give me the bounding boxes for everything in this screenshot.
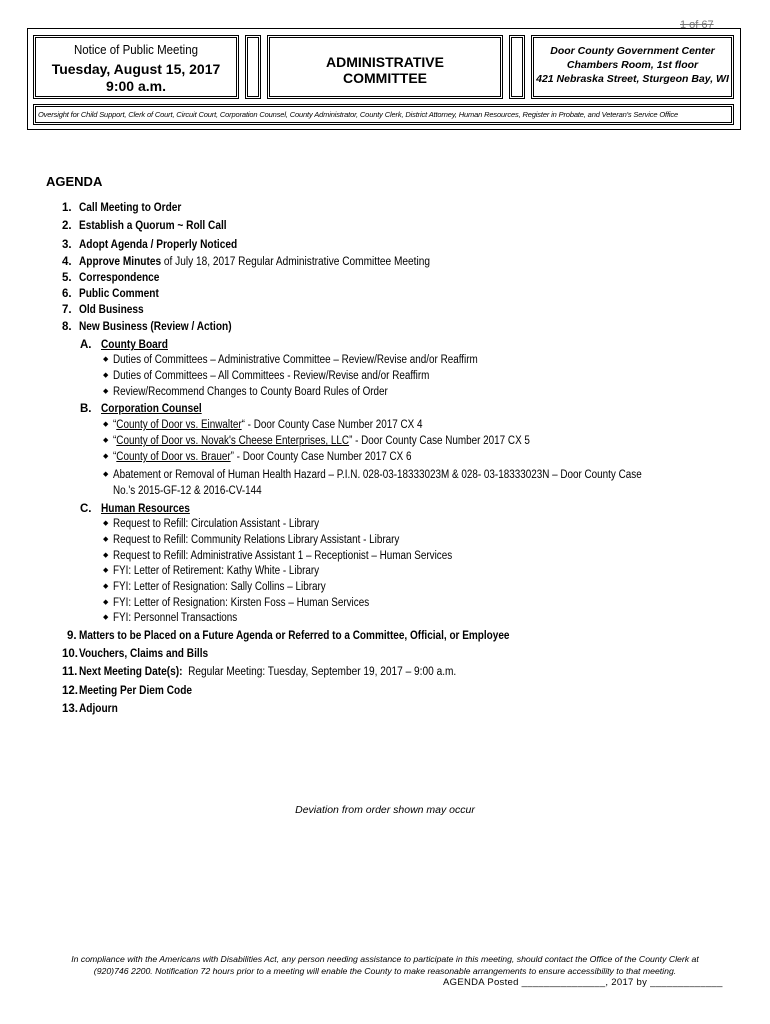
item-number: 2.: [62, 220, 72, 232]
bullet-icon: ◆: [103, 567, 109, 574]
list-item: [103, 612, 257, 624]
oversight-box: Oversight for Child Support, Clerk of Court, Circuit Court, Corporation Counsel, County Administrator, County Clerk, District Attorney, Human Resources, Register in Probate, and Veteran's Service Office: [33, 104, 734, 125]
list-item: [103, 469, 728, 481]
section-title: County Board: [101, 339, 168, 351]
bullet-icon: ◆: [103, 453, 109, 460]
agenda-title: AGENDA: [46, 174, 103, 189]
bullet-icon: ◆: [103, 599, 109, 606]
list-item-text: “ - Door County Case Number 2017 CX 4: [241, 419, 423, 431]
meeting-date: Tuesday, August 15, 2017: [51, 61, 221, 77]
bullet-icon: ◆: [103, 471, 109, 478]
item-number: 7.: [62, 304, 72, 316]
agenda-item: [62, 321, 252, 333]
bullet-icon: ◆: [103, 437, 109, 444]
list-item-text: FYI: Personnel Transactions: [113, 612, 238, 624]
meeting-notice-box: [33, 35, 239, 99]
item-label: Approve Minutes: [79, 256, 162, 268]
bullet-icon: ◆: [103, 583, 109, 590]
item-label: Adjourn: [79, 703, 118, 715]
list-item: [103, 518, 353, 530]
list-item: [103, 581, 360, 593]
deviation-note: Deviation from order shown may occur: [295, 804, 475, 816]
agenda-item: [62, 288, 170, 300]
item-number: 11.: [62, 666, 78, 678]
agenda-item: [62, 272, 170, 284]
notice-label: Notice of Public Meeting: [73, 43, 198, 57]
item-number: 10.: [62, 648, 78, 660]
list-item-text: Abatement or Removal of Human Health Hazard – P.I.N. 028-03-18333023M & 028- 03-18333023N – Door County Case: [113, 469, 642, 481]
list-item: [103, 597, 411, 609]
agenda-item: [62, 256, 478, 268]
compliance-line: In compliance with the Americans with Disabilities Act, any person needing assistance to participate in this meeting, should contact the Office of the County Clerk at: [71, 954, 699, 964]
list-item-continuation: [113, 485, 286, 497]
section-letter: C.: [80, 503, 92, 515]
list-item-text: FYI: Letter of Retirement: Kathy White - Library: [113, 565, 320, 577]
agenda-item: [62, 666, 508, 678]
list-item-text: ” - Door County Case Number 2017 CX 5: [349, 435, 530, 447]
item-label: Meeting Per Diem Code: [79, 685, 193, 697]
item-number: 13.: [62, 703, 78, 715]
quote-mark: “: [113, 419, 117, 431]
quote-mark: “: [113, 435, 117, 447]
header-divider: [245, 35, 261, 99]
section-heading: [80, 503, 202, 515]
list-item: [103, 354, 537, 366]
section-title: Corporation Counsel: [101, 403, 202, 415]
agenda-item: [62, 685, 207, 697]
list-item-text: Duties of Committees – Administrative Committee – Review/Revise and/or Reaffirm: [113, 354, 478, 366]
page-number: 1 of 67: [680, 19, 714, 31]
location-address: 421 Nebraska Street, Sturgeon Bay, WI: [536, 73, 729, 85]
item-number: 3.: [62, 239, 72, 251]
bullet-icon: ◆: [103, 552, 109, 559]
item-label: Correspondence: [79, 272, 160, 284]
item-number: 1.: [62, 202, 72, 214]
bullet-icon: ◆: [103, 520, 109, 527]
ada-compliance-note: [40, 953, 730, 977]
bullet-icon: ◆: [103, 614, 109, 621]
item-label: Old Business: [79, 304, 144, 316]
list-item-text: FYI: Letter of Resignation: Sally Collins – Library: [113, 581, 326, 593]
header: [27, 28, 741, 130]
agenda-item: [62, 220, 247, 232]
item-number: 6.: [62, 288, 72, 300]
bullet-icon: ◆: [103, 372, 109, 379]
list-item: [103, 370, 481, 382]
list-item: [103, 451, 460, 463]
list-item-text: ” - Door County Case Number 2017 CX 6: [230, 451, 412, 463]
item-label: New Business (Review / Action): [79, 321, 232, 333]
agenda-item: [62, 648, 226, 660]
item-label: Establish a Quorum ~ Roll Call: [79, 220, 227, 232]
location-room: Chambers Room, 1st floor: [566, 59, 699, 71]
list-item: [103, 550, 507, 562]
case-link[interactable]: County of Door vs. Einwalter: [116, 419, 242, 431]
list-item: [103, 534, 446, 546]
committee-box: [267, 35, 503, 99]
location-building: Door County Government Center: [550, 45, 715, 57]
case-link[interactable]: County of Door vs. Brauer: [116, 451, 231, 463]
section-heading: [80, 403, 215, 415]
item-number: 8.: [62, 321, 72, 333]
item-number: 9.: [67, 630, 77, 642]
item-label: Vouchers, Claims and Bills: [79, 648, 209, 660]
item-label: Next Meeting Date(s):: [79, 666, 183, 678]
case-link[interactable]: County of Door vs. Novak's Cheese Enterprises, LLC: [116, 435, 350, 447]
item-label: Call Meeting to Order: [79, 202, 182, 214]
section-letter: B.: [80, 403, 92, 415]
agenda-item: [62, 703, 123, 715]
item-number: 12.: [62, 685, 78, 697]
agenda-item: [62, 239, 259, 251]
list-item: [103, 435, 598, 447]
list-item: [103, 386, 433, 398]
section-title: Human Resources: [101, 503, 190, 515]
list-item-text: Review/Recommend Changes to County Board Rules of Order: [113, 386, 388, 398]
agenda-item: [67, 630, 574, 642]
item-detail: of July 18, 2017 Regular Administrative Committee Meeting: [161, 256, 430, 268]
committee-name-line1: ADMINISTRATIVE: [326, 54, 444, 70]
list-item-text: Request to Refill: Community Relations Library Assistant - Library: [113, 534, 400, 546]
item-number: 5.: [62, 272, 72, 284]
compliance-line: (920)746 2200. Notification 72 hours prior to a meeting will enable the County to make reasonable arrangements to ensure accessibility to that meeting.: [93, 966, 677, 976]
bullet-icon: ◆: [103, 421, 109, 428]
quote-mark: “: [113, 451, 117, 463]
list-item-text: Request to Refill: Circulation Assistant - Library: [113, 518, 320, 530]
bullet-icon: ◆: [103, 536, 109, 543]
committee-name-line2: COMMITTEE: [343, 70, 427, 86]
agenda-posted-line: AGENDA Posted _______________, 2017 by _____________: [443, 977, 723, 988]
agenda-item: [62, 202, 195, 214]
list-item: [103, 419, 473, 431]
header-divider: [509, 35, 525, 99]
item-label: Public Comment: [79, 288, 159, 300]
item-label: Adopt Agenda / Properly Noticed: [79, 239, 238, 251]
list-item-text: FYI: Letter of Resignation: Kirsten Foss – Human Services: [113, 597, 370, 609]
list-item: [103, 565, 353, 577]
section-heading: [80, 339, 177, 351]
item-number: 4.: [62, 256, 72, 268]
list-item-text: No.'s 2015-GF-12 & 2016-CV-144: [113, 485, 262, 497]
bullet-icon: ◆: [103, 388, 109, 395]
meeting-time: 9:00 a.m.: [106, 78, 166, 94]
agenda-item: [62, 304, 153, 316]
section-letter: A.: [80, 339, 92, 351]
list-item-text: Request to Refill: Administrative Assistant 1 – Receptionist – Human Services: [113, 550, 453, 562]
location-box: [531, 35, 734, 99]
bullet-icon: ◆: [103, 356, 109, 363]
list-item-text: Duties of Committees – All Committees - Review/Revise and/or Reaffirm: [113, 370, 430, 382]
item-detail: Regular Meeting: Tuesday, September 19, 2017 – 9:00 a.m.: [182, 666, 457, 678]
item-label: Matters to be Placed on a Future Agenda or Referred to a Committee, Official, or Employee: [79, 630, 510, 642]
